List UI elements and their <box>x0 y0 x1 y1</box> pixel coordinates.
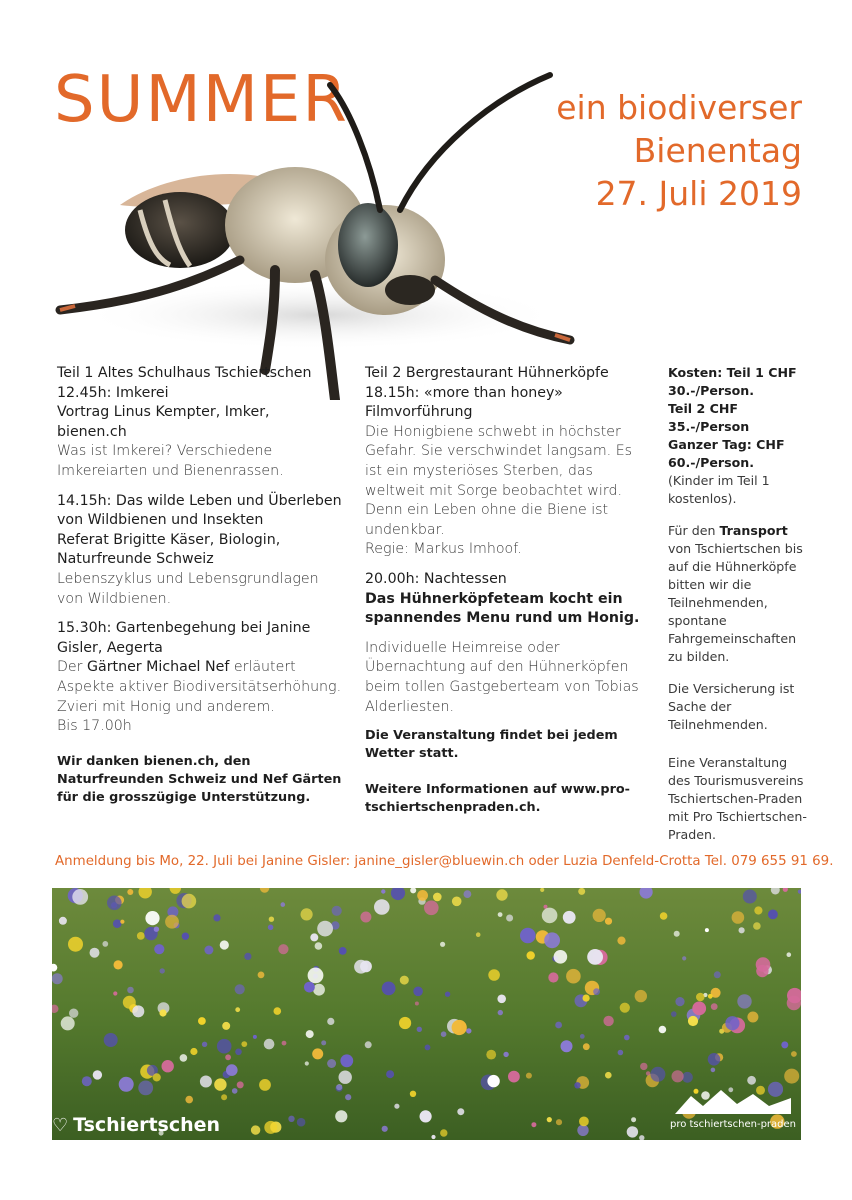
subtitle-line: Bienentag <box>633 131 802 170</box>
part1-time: 12.45h: Imkerei <box>57 384 169 401</box>
wildbees-heading: 14.15h: Das wilde Leben und Überleben von Wildbienen und Insekten <box>57 492 342 529</box>
dinner-block <box>365 570 640 629</box>
wildbees-speaker: Referat Brigitte Käser, Biologin, Naturfreunde Schweiz <box>57 531 281 568</box>
cost-part1: Kosten: Teil 1 CHF 30.-/Person. <box>668 365 797 398</box>
film-description: Die Honigbiene schwebt in höchster Gefahr. Sie verschwindet langsam. Es ist ein mysteriöses Sterben, das weltweit mit Sorge beobachtet wird. Denn ein Leben ohne die Biene ist undenkbar. <box>365 423 633 538</box>
part2-heading: Teil 2 Bergrestaurant Hühnerköpfe <box>365 365 609 381</box>
organizer-note: Eine Veranstaltung des Tourismusvereins Tschiertschen-Praden mit Pro Tschiertschen-Praden. <box>668 755 807 842</box>
registration-line: Anmeldung bis Mo, 22. Juli bei Janine Gisler: janine_gisler@bluewin.ch oder Luzia Denfeld-Crotta Tel. 079 655 91 69. <box>55 854 834 869</box>
part1-talk: Vortrag Linus Kempter, Imker, bienen.ch <box>57 404 270 440</box>
film-label: Filmvorführung <box>365 404 473 421</box>
garden-zvieri: Zvieri mit Honig und anderem. <box>57 698 275 715</box>
part1-heading: Teil 1 Altes Schulhaus Tschiertschen <box>57 365 312 381</box>
weather-note: Die Veranstaltung findet bei jedem Wetter statt. <box>365 728 618 762</box>
cost-full-day: Ganzer Tag: CHF 60.-/Person. <box>668 437 785 470</box>
program-part-1 <box>57 364 342 807</box>
travel-note: Individuelle Heimreise oder Übernachtung auf den Hühnerköpfen beim tollen Gastgeberteam von Tobias Alderliesten. <box>365 639 639 715</box>
subtitle-line: 27. Juli 2019 <box>595 174 802 213</box>
transport-note: Für den Transport von Tschiertschen bis auf die Hühnerköpfe bitten wir die Teilnehmenden, spontane Fahrgemeinschaften zu bilden. <box>668 523 803 664</box>
practical-info <box>668 364 808 858</box>
film-time: 18.15h: «more than honey» <box>365 384 563 401</box>
cost-children: (Kinder im Teil 1 kostenlos). <box>668 473 770 506</box>
wildbees-block <box>57 492 342 610</box>
garden-end: Bis 17.00h <box>57 718 132 735</box>
poster-title: SUMMER <box>54 63 349 137</box>
film-director: Regie: Markus Imhoof. <box>365 541 522 558</box>
dinner-heading: 20.00h: Nachtessen <box>365 570 507 587</box>
pro-logo-text: pro tschiertschen-praden <box>669 1119 797 1130</box>
transport-label: Transport <box>719 523 788 538</box>
heart-icon: ♡ <box>52 1114 69 1136</box>
program-part-2 <box>365 364 640 817</box>
tschiertschen-logo-text: Tschiertschen <box>73 1114 221 1136</box>
gardener-name: Gärtner Michael Nef <box>87 659 230 676</box>
garden-heading: 15.30h: Gartenbegehung bei Janine Gisler, Aegerta <box>57 620 311 656</box>
tschiertschen-logo <box>52 1114 220 1136</box>
part1-block <box>57 364 342 482</box>
dinner-description: Das Hühnerköpfeteam kocht ein spannendes Menu rund um Honig. <box>365 590 640 627</box>
garden-block <box>57 619 342 737</box>
mountain-silhouette-icon <box>673 1088 793 1116</box>
info-note: Weitere Informationen auf www.pro-tschiertschenpraden.ch. <box>365 782 630 816</box>
pro-tschiertschen-praden-logo <box>668 1088 798 1130</box>
thanks-note: Wir danken bienen.ch, den Naturfreunden Schweiz und Nef Gärten für die grosszügige Unterstützung. <box>57 753 342 805</box>
part1-description: Was ist Imkerei? Verschiedene Imkereiarten und Bienenrassen. <box>57 443 284 479</box>
poster-subtitle <box>482 86 802 215</box>
insurance-note: Die Versicherung ist Sache der Teilnehmenden. <box>668 681 795 732</box>
film-block <box>365 364 640 560</box>
costs-block <box>668 364 808 508</box>
cost-part2: Teil 2 CHF 35.-/Person <box>668 401 750 434</box>
subtitle-line: ein biodiverser <box>556 88 802 127</box>
garden-description: Der Gärtner Michael Nef erläutert Aspekte aktiver Biodiversitätserhöhung. <box>57 659 342 695</box>
wildbees-description: Lebenszyklus und Lebensgrundlagen von Wildbienen. <box>57 570 319 607</box>
